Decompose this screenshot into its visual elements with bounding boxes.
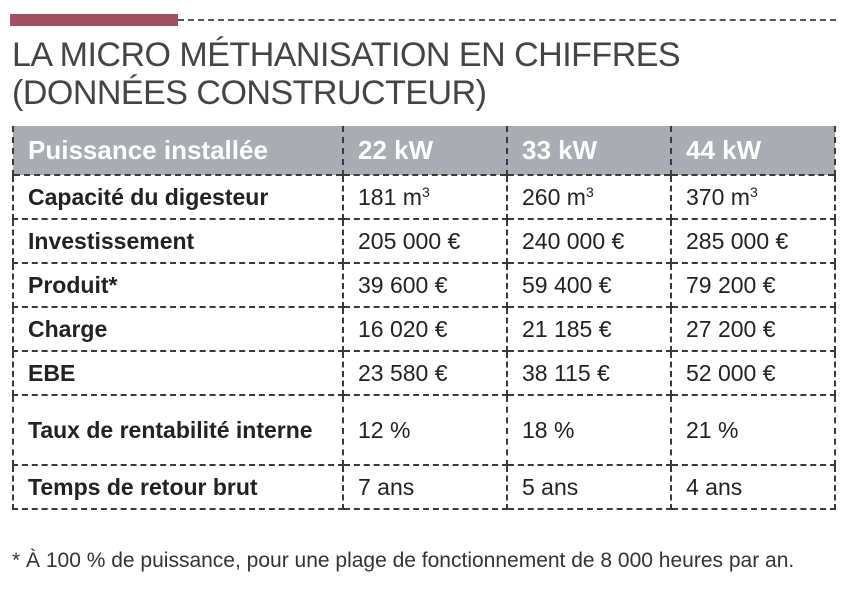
- table-row: [13, 219, 835, 263]
- table-cell: 79 200 €: [671, 263, 835, 307]
- table-cell: 52 000 €: [671, 351, 835, 395]
- table-header-row: [13, 126, 835, 175]
- row-label: Charge: [13, 307, 343, 351]
- table-cell: [507, 175, 671, 219]
- header-cell-33kw: 33 kW: [507, 126, 671, 175]
- table-cell: 240 000 €: [507, 219, 671, 263]
- table-cell: 16 020 €: [343, 307, 507, 351]
- header-cell-44kw: 44 kW: [671, 126, 835, 175]
- title-line-2: (DONNÉES CONSTRUCTEUR): [12, 74, 487, 112]
- cell-exponent: 3: [421, 183, 430, 200]
- accent-bar: [10, 14, 178, 26]
- header-cell-22kw: 22 kW: [343, 126, 507, 175]
- footnote: * À 100 % de puissance, pour une plage de fonctionnement de 8 000 heures par an.: [12, 549, 795, 572]
- table-cell: 21 %: [671, 395, 835, 465]
- table-cell: [671, 175, 835, 219]
- cell-value: 260 m: [522, 183, 586, 210]
- row-label: EBE: [13, 351, 343, 395]
- header-cell-label: Puissance installée: [13, 126, 343, 175]
- table-cell: 38 115 €: [507, 351, 671, 395]
- row-label: Taux de rentabilité interne: [13, 395, 343, 465]
- table-cell: 5 ans: [507, 465, 671, 509]
- cell-value: 370 m: [686, 183, 750, 210]
- cell-exponent: 3: [749, 183, 758, 200]
- table-cell: 59 400 €: [507, 263, 671, 307]
- table-cell: 4 ans: [671, 465, 835, 509]
- table-row: [13, 263, 835, 307]
- table-row: [13, 351, 835, 395]
- figures-table: [12, 126, 836, 510]
- table-cell: 27 200 €: [671, 307, 835, 351]
- cell-value: 181 m: [358, 183, 422, 210]
- table-row: [13, 395, 835, 465]
- row-label: Investissement: [13, 219, 343, 263]
- table-row: [13, 307, 835, 351]
- table-cell: 7 ans: [343, 465, 507, 509]
- table-cell: 12 %: [343, 395, 507, 465]
- title-line-1: LA MICRO MÉTHANISATION EN CHIFFRES: [12, 36, 681, 74]
- dashed-divider: [178, 19, 836, 21]
- table-row: [13, 465, 835, 509]
- table-cell: 23 580 €: [343, 351, 507, 395]
- row-label: Produit*: [13, 263, 343, 307]
- table-cell: 21 185 €: [507, 307, 671, 351]
- table-cell: 39 600 €: [343, 263, 507, 307]
- row-label: Temps de retour brut: [13, 465, 343, 509]
- table-row: [13, 175, 835, 219]
- page-title: [12, 36, 832, 112]
- table-cell: 18 %: [507, 395, 671, 465]
- table-cell: 205 000 €: [343, 219, 507, 263]
- table-cell: 285 000 €: [671, 219, 835, 263]
- row-label: Capacité du digesteur: [13, 175, 343, 219]
- cell-exponent: 3: [585, 183, 594, 200]
- table-cell: [343, 175, 507, 219]
